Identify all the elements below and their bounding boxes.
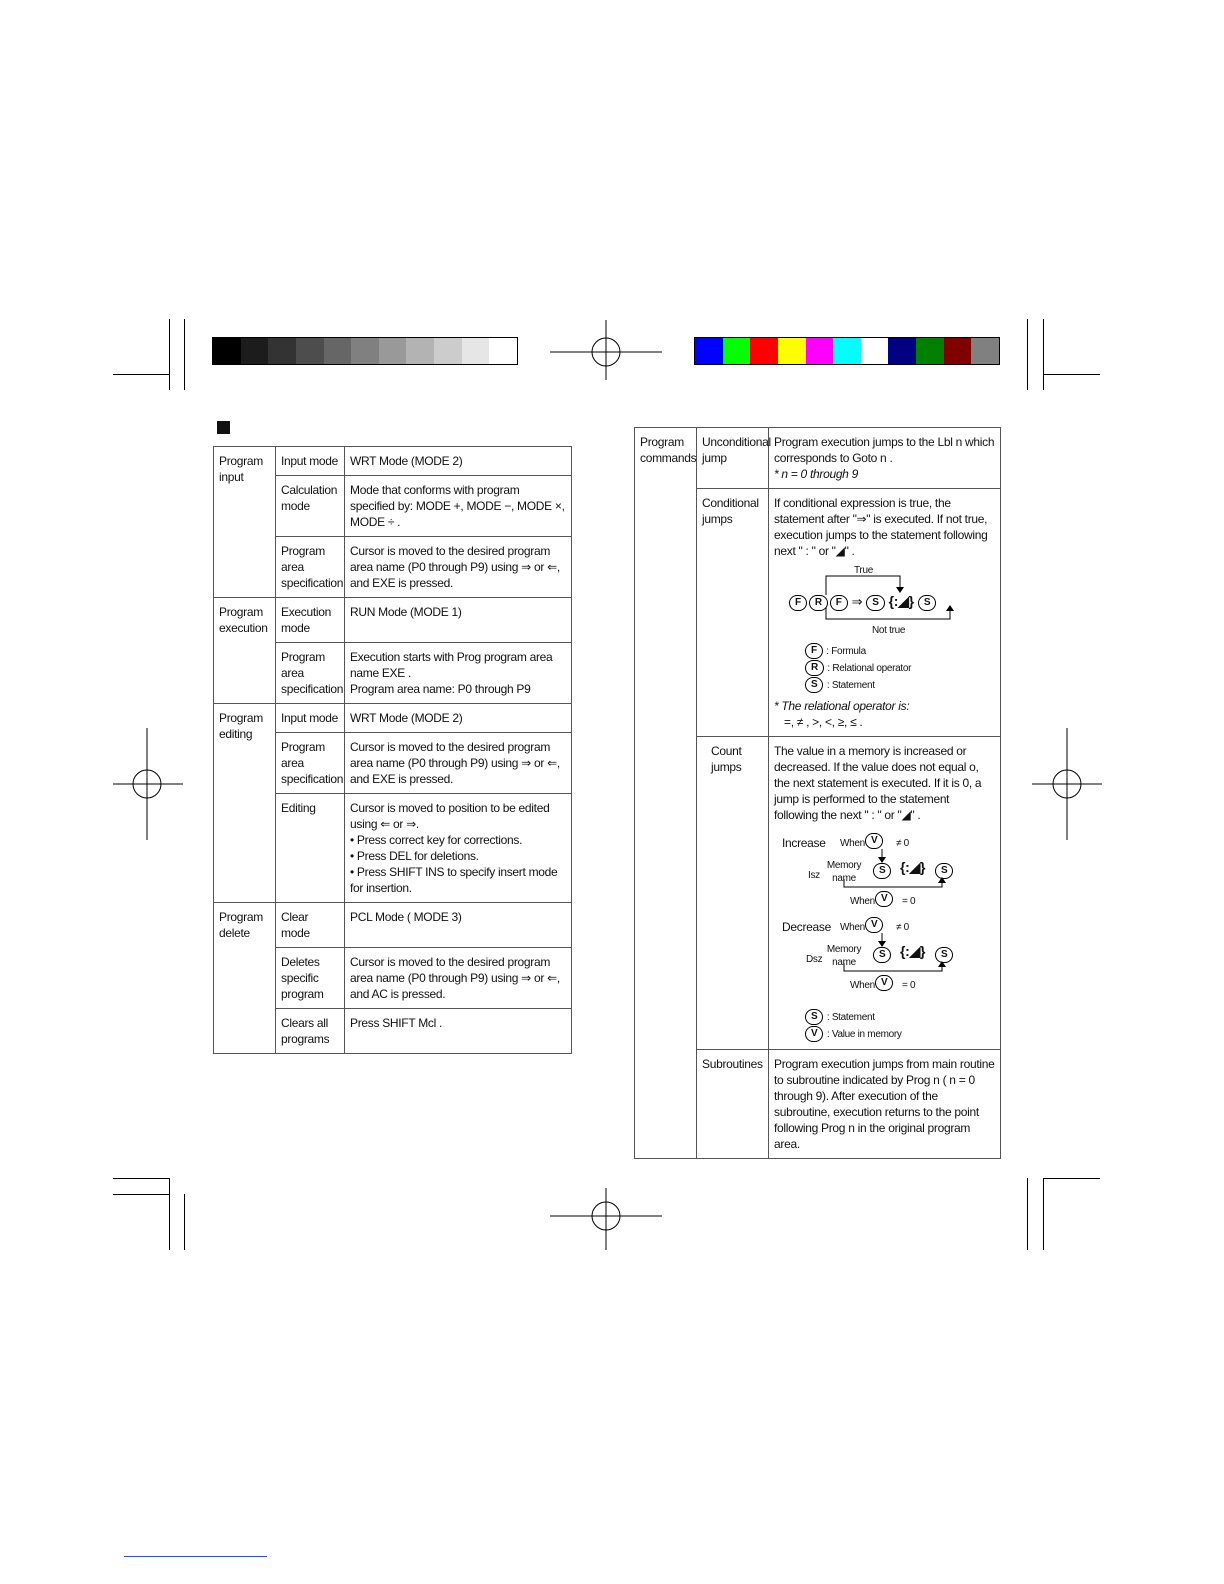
statement-key: S bbox=[918, 595, 936, 611]
conditional-jump-diagram bbox=[774, 563, 995, 641]
program-operations-table bbox=[213, 446, 572, 1054]
subcategory-cell: Input mode bbox=[276, 704, 345, 733]
description-cell: Mode that conforms with program specified by: MODE +, MODE −, MODE ×, MODE ÷ . bbox=[345, 476, 572, 537]
formula-key: F bbox=[830, 595, 848, 611]
description-cell: WRT Mode (MODE 2) bbox=[345, 447, 572, 476]
crop-mark bbox=[184, 319, 185, 390]
color-swatch bbox=[351, 338, 379, 364]
statement-key: S bbox=[935, 863, 953, 879]
registration-target-left bbox=[113, 728, 183, 840]
category-cell: Program execution bbox=[214, 598, 276, 704]
grayscale-bar bbox=[212, 337, 518, 365]
table-row bbox=[214, 903, 572, 948]
registration-target-right bbox=[1032, 728, 1102, 840]
color-swatch bbox=[296, 338, 324, 364]
table-row bbox=[214, 447, 572, 476]
category-cell: Program input bbox=[214, 447, 276, 598]
color-swatch bbox=[806, 338, 834, 364]
statement-key: S bbox=[805, 677, 823, 693]
description-line: • Press correct key for corrections. bbox=[350, 833, 523, 847]
color-swatch bbox=[723, 338, 751, 364]
description-line: If conditional expression is true, the statement after "⇒" is executed. If not true, execution jumps to the statement following next " : " or "◢" . bbox=[774, 496, 988, 558]
when-label: When bbox=[850, 980, 875, 991]
true-label: True bbox=[854, 565, 873, 576]
subcategory-cell: Conditional jumps bbox=[697, 489, 769, 737]
formula-row bbox=[788, 593, 937, 611]
color-swatch bbox=[241, 338, 269, 364]
description-cell bbox=[769, 489, 1001, 737]
crop-mark bbox=[1027, 319, 1028, 390]
when-label: When bbox=[840, 838, 865, 849]
description-line: Execution starts with Prog program area name EXE . bbox=[350, 650, 553, 680]
description-cell bbox=[345, 794, 572, 903]
crop-mark bbox=[1043, 374, 1100, 375]
relational-key: R bbox=[809, 595, 828, 611]
when-label: When bbox=[840, 922, 865, 933]
description-cell: RUN Mode (MODE 1) bbox=[345, 598, 572, 643]
crop-mark bbox=[1027, 1178, 1028, 1250]
formula-key: F bbox=[789, 595, 807, 611]
section-bullet-icon bbox=[217, 421, 230, 434]
subcategory-cell: Subroutines bbox=[697, 1050, 769, 1159]
description-cell bbox=[345, 643, 572, 704]
color-swatch bbox=[462, 338, 490, 364]
crop-mark bbox=[169, 1178, 170, 1250]
value-key: V bbox=[865, 917, 883, 933]
isz-label: Isz bbox=[808, 870, 820, 881]
subcategory-cell: Calculation mode bbox=[276, 476, 345, 537]
value-key: V bbox=[875, 891, 893, 907]
description-line: • Press SHIFT INS to specify insert mode for insertion. bbox=[350, 865, 558, 895]
legend-item: R : Relational operator bbox=[804, 660, 995, 677]
decrease-label: Decrease bbox=[782, 920, 831, 934]
description-cell: Program execution jumps from main routine to subroutine indicated by Prog n ( n = 0 through 9). After execution of the subroutine, execution returns to the point following Prog n in the original program area. bbox=[769, 1050, 1001, 1159]
subcategory-cell: Input mode bbox=[276, 447, 345, 476]
legend-item: S : Statement bbox=[804, 1009, 995, 1026]
subcategory-cell: Clears all programs bbox=[276, 1009, 345, 1054]
description-cell: WRT Mode (MODE 2) bbox=[345, 704, 572, 733]
crop-mark bbox=[169, 319, 170, 390]
color-swatch bbox=[379, 338, 407, 364]
crop-mark bbox=[1043, 319, 1044, 390]
description-line: Cursor is moved to position to be edited using ⇐ or ⇒. bbox=[350, 801, 550, 831]
crop-mark bbox=[113, 1194, 169, 1195]
color-swatch bbox=[916, 338, 944, 364]
separator-icon: {:◢} bbox=[888, 593, 914, 609]
crop-mark bbox=[1043, 1178, 1044, 1250]
crop-mark bbox=[1043, 1178, 1100, 1179]
subcategory-cell: Editing bbox=[276, 794, 345, 903]
value-key: V bbox=[875, 975, 893, 991]
description-cell: Cursor is moved to the desired program area name (P0 through P9) using ⇒ or ⇐, and EXE is pressed. bbox=[345, 537, 572, 598]
footer-rule bbox=[124, 1556, 267, 1557]
category-cell: Program commands bbox=[635, 428, 697, 1159]
color-bar bbox=[694, 337, 1000, 365]
color-swatch bbox=[434, 338, 462, 364]
when-label: When bbox=[850, 896, 875, 907]
operator-list: =, ≠ , >, <, ≥, ≤ . bbox=[784, 715, 863, 729]
subcategory-cell: Program area specification bbox=[276, 733, 345, 794]
subcategory-cell: Clear mode bbox=[276, 903, 345, 948]
registration-target-bottom bbox=[550, 1188, 662, 1250]
color-swatch bbox=[213, 338, 241, 364]
description-cell bbox=[769, 737, 1001, 1050]
description-cell: Cursor is moved to the desired program area name (P0 through P9) using ⇒ or ⇐, and EXE is pressed. bbox=[345, 733, 572, 794]
subcategory-cell: Program area specification bbox=[276, 537, 345, 598]
memory-name-label: Memory name bbox=[826, 860, 862, 884]
program-commands-table bbox=[634, 427, 1001, 1159]
eq-label: = 0 bbox=[902, 980, 916, 991]
description-line: Program execution jumps to the Lbl n which corresponds to Goto n . bbox=[774, 435, 995, 465]
statement-key: S bbox=[866, 595, 884, 611]
color-swatch bbox=[888, 338, 916, 364]
subcategory-cell: Execution mode bbox=[276, 598, 345, 643]
crop-mark bbox=[113, 1178, 169, 1179]
operator-note: * The relational operator is: bbox=[774, 699, 910, 713]
subcategory-cell: Unconditional jump bbox=[697, 428, 769, 489]
description-line: • Press DEL for deletions. bbox=[350, 849, 479, 863]
color-swatch bbox=[971, 338, 999, 364]
value-key: V bbox=[805, 1026, 823, 1042]
color-swatch bbox=[268, 338, 296, 364]
description-cell: Cursor is moved to the desired program area name (P0 through P9) using ⇒ or ⇐, and AC is pressed. bbox=[345, 948, 572, 1009]
category-cell: Program editing bbox=[214, 704, 276, 903]
description-line: The value in a memory is increased or decreased. If the value does not equal o, the next statement is executed. If it is 0, a jump is performed to the statement following the next " : " or "◢" . bbox=[774, 744, 982, 822]
value-key: V bbox=[865, 833, 883, 849]
color-swatch bbox=[406, 338, 434, 364]
table-row bbox=[214, 598, 572, 643]
memory-name-label: Memory name bbox=[826, 944, 862, 968]
registration-target-top bbox=[550, 320, 662, 380]
table-row bbox=[214, 704, 572, 733]
subcategory-cell: Program area specification bbox=[276, 643, 345, 704]
color-swatch bbox=[944, 338, 972, 364]
dsz-label: Dsz bbox=[806, 954, 823, 965]
statement-key: S bbox=[873, 947, 891, 963]
color-swatch bbox=[833, 338, 861, 364]
count-arrows bbox=[774, 829, 1006, 1009]
statement-key: S bbox=[805, 1009, 823, 1025]
neq-label: ≠ 0 bbox=[896, 838, 909, 849]
not-true-label: Not true bbox=[872, 625, 906, 636]
statement-key: S bbox=[873, 863, 891, 879]
description-cell bbox=[769, 428, 1001, 489]
statement-key: S bbox=[935, 947, 953, 963]
separator-icon: {:◢} bbox=[900, 943, 926, 959]
subcategory-cell: Deletes specific program bbox=[276, 948, 345, 1009]
formula-key: F bbox=[805, 643, 823, 659]
count-jump-diagram bbox=[774, 829, 995, 1009]
crop-mark bbox=[113, 374, 169, 375]
legend-item: V : Value in memory bbox=[804, 1026, 995, 1043]
color-swatch bbox=[489, 338, 517, 364]
category-cell: Program delete bbox=[214, 903, 276, 1054]
arrow-icon: ⇒ bbox=[851, 594, 863, 609]
legend-item: F : Formula bbox=[804, 643, 995, 660]
color-swatch bbox=[778, 338, 806, 364]
color-swatch bbox=[695, 338, 723, 364]
increase-label: Increase bbox=[782, 836, 826, 850]
crop-mark bbox=[184, 1194, 185, 1250]
relational-key: R bbox=[805, 660, 824, 676]
subcategory-cell: Count jumps bbox=[697, 737, 769, 1050]
color-swatch bbox=[324, 338, 352, 364]
description-note: * n = 0 through 9 bbox=[774, 467, 858, 481]
color-swatch bbox=[861, 338, 889, 364]
description-cell: Press SHIFT Mcl . bbox=[345, 1009, 572, 1054]
color-swatch bbox=[750, 338, 778, 364]
description-cell: PCL Mode ( MODE 3) bbox=[345, 903, 572, 948]
neq-label: ≠ 0 bbox=[896, 922, 909, 933]
separator-icon: {:◢} bbox=[900, 859, 926, 875]
eq-label: = 0 bbox=[902, 896, 916, 907]
description-line: Program area name: P0 through P9 bbox=[350, 682, 531, 696]
table-row bbox=[635, 428, 1001, 489]
legend-item: S : Statement bbox=[804, 677, 995, 694]
